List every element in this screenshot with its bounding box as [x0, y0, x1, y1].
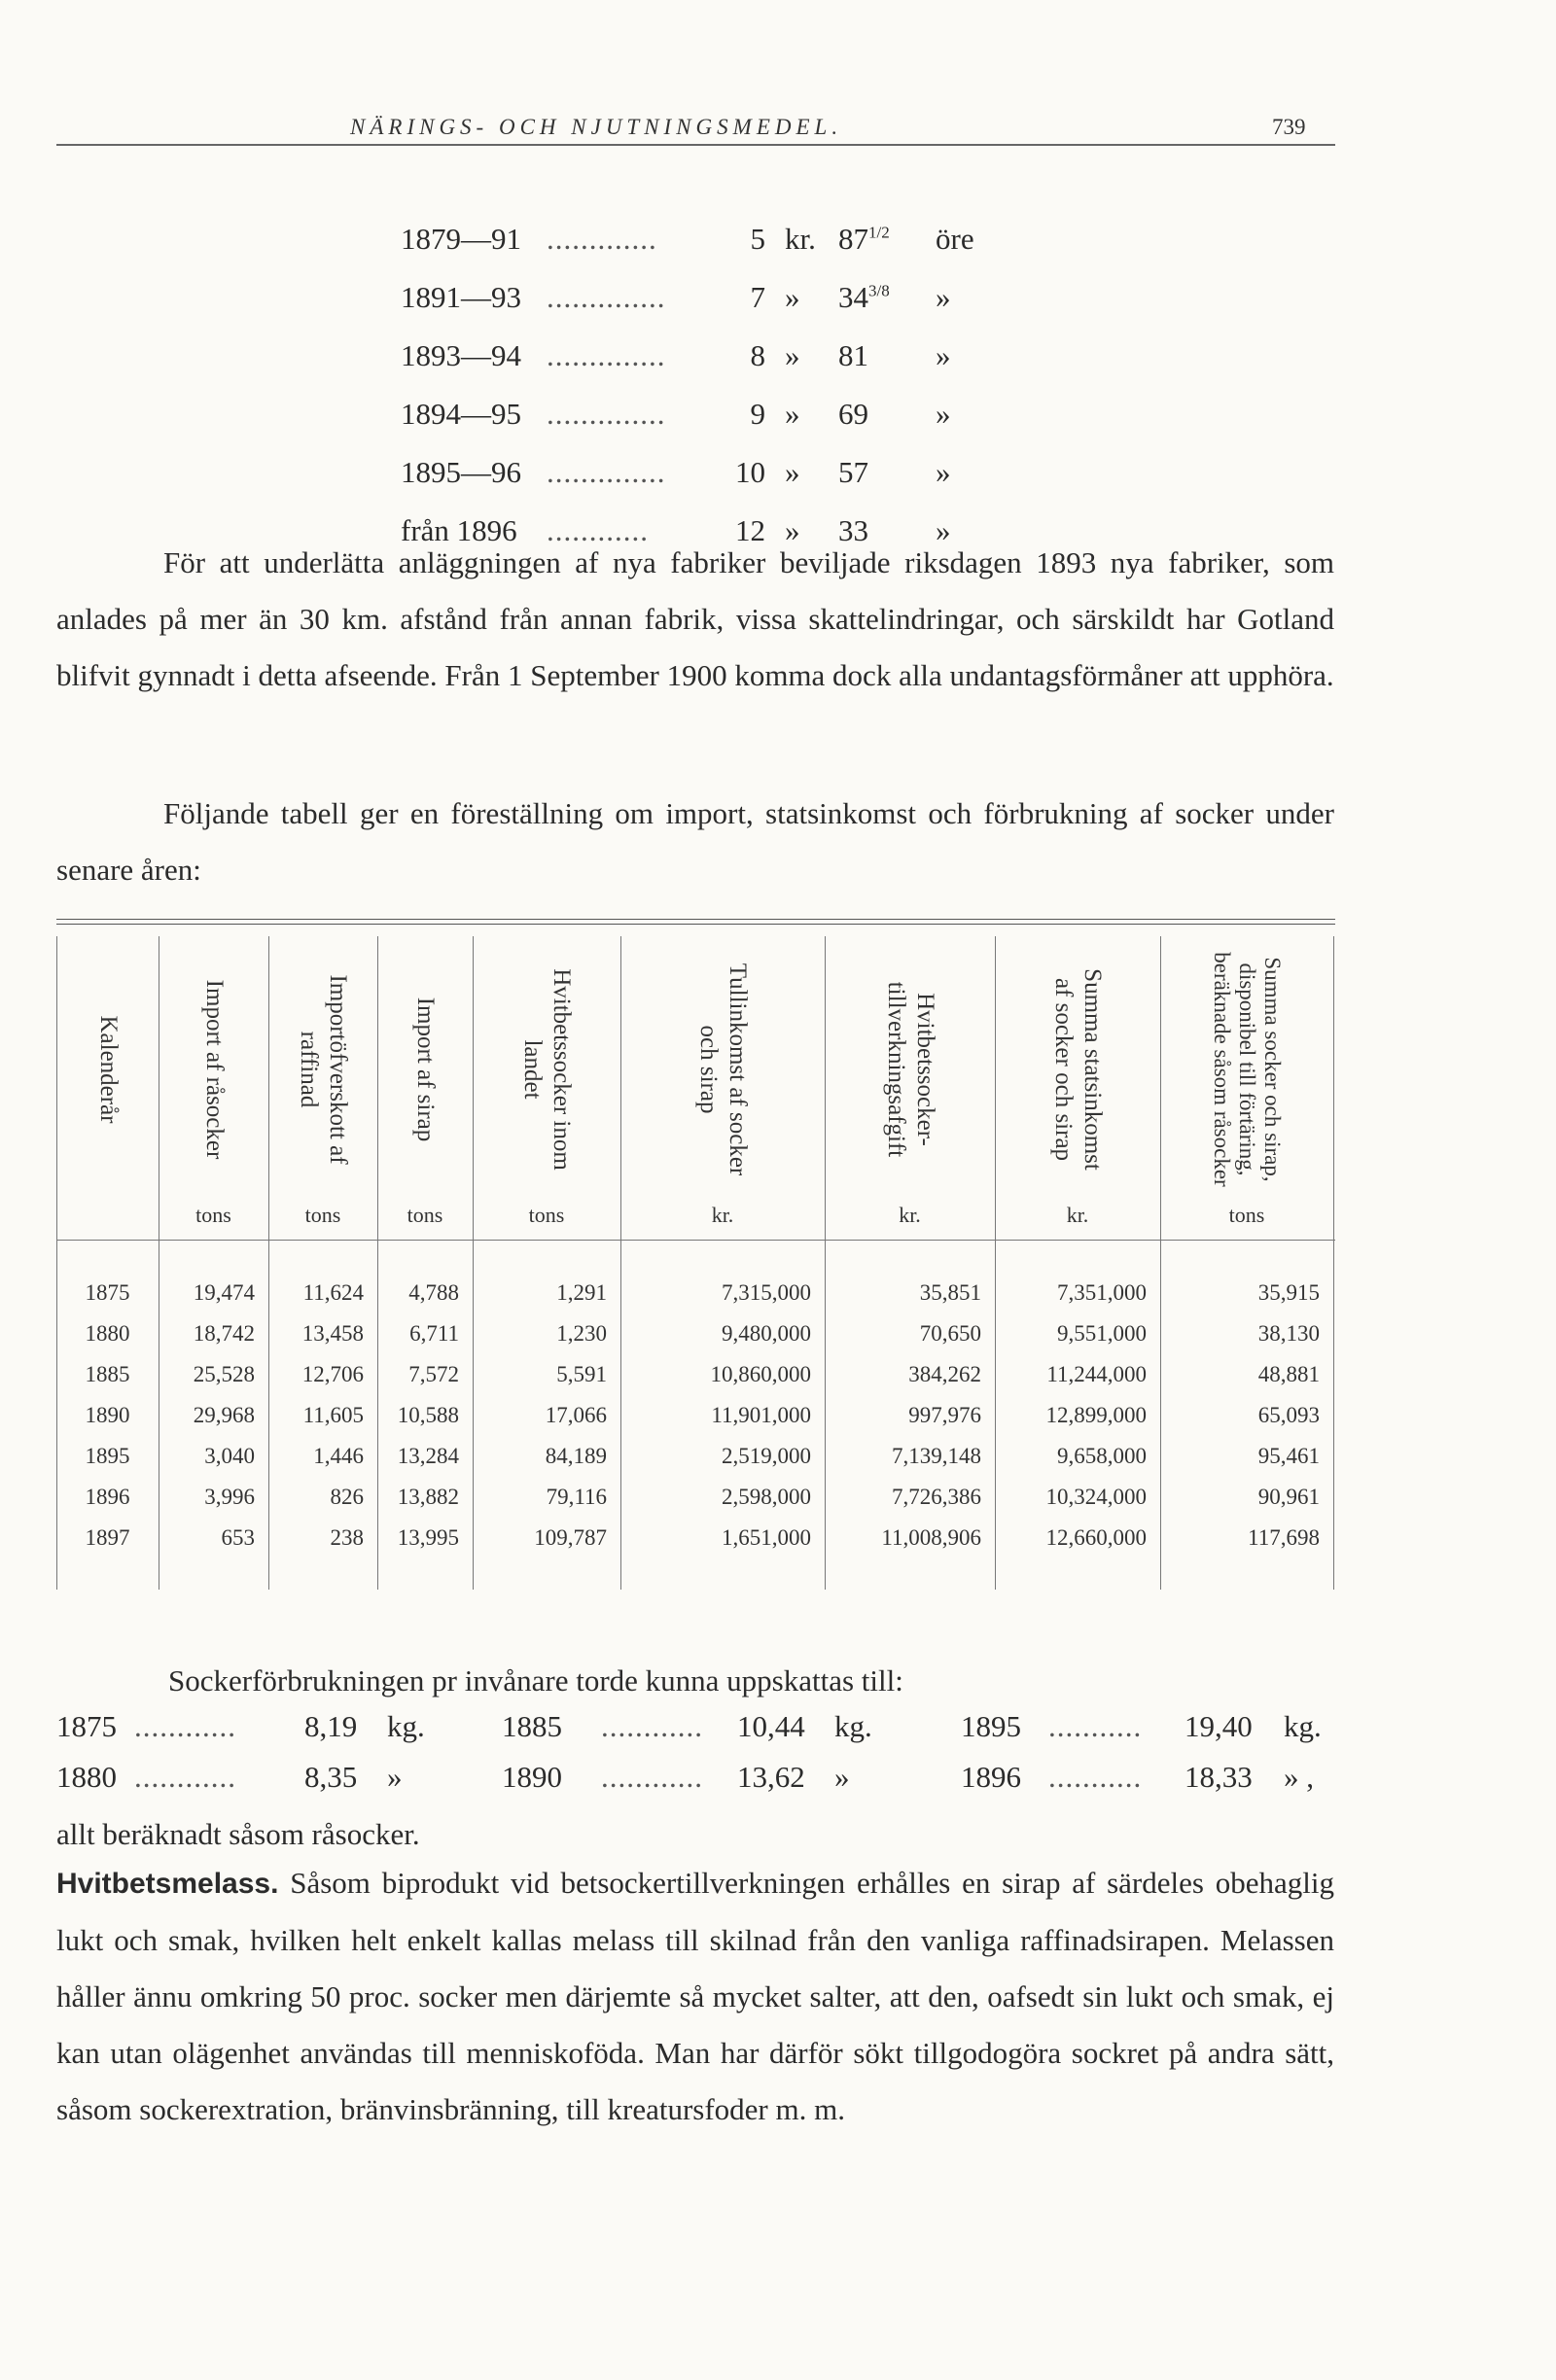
cell-year: 1896: [85, 1485, 130, 1509]
table-cell: 1,651,000: [722, 1525, 811, 1550]
table-cell: 35,851: [919, 1280, 981, 1305]
rate-years: 1893—94: [401, 338, 521, 372]
header-import-syrup: Import af sirap: [412, 997, 439, 1142]
cell-year: 1880: [85, 1321, 130, 1346]
table-row: [56, 1403, 1335, 1444]
table-cell: 109,787: [534, 1525, 607, 1550]
header-total-state-income: Summa statsinkomst af socker och sirap: [1050, 968, 1106, 1171]
table-cell: 70,650: [919, 1321, 981, 1346]
table-cell: 90,961: [1257, 1485, 1320, 1509]
rate-ore: $87^{1/2}$: [838, 222, 890, 256]
consumption-year: 1895: [961, 1709, 1021, 1743]
paragraph-subsidies: För att underlätta anläggningen af nya fabriker beviljade riksdagen 1893 nya fabriker, som anlades på mer än 30 km. afstånd från annan fabrik, vissa skattelindringar, och särskildt har Gotland blifvit gynnadt i detta afseende. Från 1 September 1900 komma dock alla undantagsförmåner att upphöra.: [56, 545, 1334, 692]
table-cell: 9,551,000: [1057, 1321, 1147, 1346]
header-import-raw-sugar: Import af råsocker: [200, 979, 228, 1160]
consumption-unit: »: [834, 1760, 850, 1794]
cell-year: 1875: [85, 1280, 130, 1305]
rate-suffix: öre: [936, 222, 974, 256]
leader-dots: .............: [547, 222, 657, 256]
paragraph-table-intro: Följande tabell ger en föreställning om import, statsinkomst och förbrukning af socker under senare åren:: [56, 796, 1334, 887]
unit-label: tons: [528, 1203, 565, 1227]
unit-label: kr.: [1066, 1203, 1089, 1227]
rate-unit: »: [785, 397, 800, 431]
consumption-value: 13,62: [737, 1760, 805, 1794]
table-row: [56, 1525, 1335, 1566]
cell-year: 1890: [85, 1403, 130, 1427]
consumption-intro: Sockerförbrukningen pr invånare torde kunna uppskattas till:: [168, 1663, 903, 1698]
table-cell: 117,698: [1248, 1525, 1320, 1550]
rate-years: från 1896: [401, 513, 517, 547]
leader-dots: ............: [547, 513, 649, 547]
consumption-unit: kg.: [387, 1709, 425, 1743]
header-customs-revenue: Tullinkomst af socker och sirap: [695, 962, 751, 1176]
table-row: [56, 1280, 1335, 1321]
unit-label: kr.: [711, 1203, 734, 1227]
table-cell: 13,995: [397, 1525, 459, 1550]
consumption-year: 1880: [56, 1760, 117, 1794]
leader-dots: ............: [134, 1760, 236, 1794]
table-cell: 84,189: [545, 1444, 607, 1468]
table-cell: 1,291: [556, 1280, 607, 1305]
consumption-note: allt beräknadt såsom råsocker.: [56, 1817, 420, 1851]
table-cell: 7,351,000: [1057, 1280, 1147, 1305]
table-cell: 12,899,000: [1045, 1403, 1147, 1427]
header-rule: [56, 1240, 1335, 1241]
table-cell: 653: [221, 1525, 255, 1550]
consumption-unit: kg.: [1284, 1709, 1322, 1743]
rate-ore-fraction: 1/2: [868, 223, 890, 242]
header-title: NÄRINGS- OCH NJUTNINGSMEDEL.: [350, 115, 843, 139]
table-cell: 7,726,386: [892, 1485, 981, 1509]
rate-kr: 12: [735, 513, 765, 547]
unit-label: tons: [1228, 1203, 1265, 1227]
rate-unit: »: [785, 455, 800, 489]
cell-year: 1897: [85, 1525, 130, 1550]
table-cell: 10,860,000: [710, 1362, 811, 1386]
consumption-unit: kg.: [834, 1709, 872, 1743]
consumption-value: 10,44: [737, 1709, 805, 1743]
table-cell: 13,882: [397, 1485, 459, 1509]
table-row: [56, 1321, 1335, 1362]
rate-unit: »: [785, 338, 800, 372]
table-cell: 2,598,000: [722, 1485, 811, 1509]
table-cell: 11,605: [302, 1403, 364, 1427]
leader-dots: ..............: [547, 280, 666, 314]
leader-dots: ...........: [1048, 1709, 1143, 1743]
table-cell: 997,976: [908, 1403, 981, 1427]
table-cell: 9,658,000: [1057, 1444, 1147, 1468]
page-number: 739: [1272, 115, 1306, 139]
table-cell: 10,324,000: [1045, 1485, 1147, 1509]
table-cell: 35,915: [1257, 1280, 1320, 1305]
table-cell: 3,996: [204, 1485, 255, 1509]
rate-ore: 69: [838, 397, 868, 431]
leader-dots: ..............: [547, 338, 666, 372]
table-cell: 11,008,906: [881, 1525, 981, 1550]
section-molasses: [56, 1855, 1334, 2138]
unit-label: tons: [195, 1203, 231, 1227]
table-cell: 65,093: [1257, 1403, 1320, 1427]
consumption-row: [56, 1709, 1334, 1758]
rate-years: 1894—95: [401, 397, 521, 431]
rate-kr: 9: [750, 397, 765, 431]
table-cell: 13,458: [301, 1321, 364, 1346]
rate-years: 1891—93: [401, 280, 521, 314]
table-cell: 38,130: [1257, 1321, 1320, 1346]
table-cell: 2,519,000: [722, 1444, 811, 1468]
leader-dots: ..............: [547, 455, 666, 489]
table-cell: 13,284: [397, 1444, 459, 1468]
table-cell: 826: [330, 1485, 364, 1509]
table-cell: 25,528: [193, 1362, 255, 1386]
table-cell: 18,742: [193, 1321, 255, 1346]
table-cell: 4,788: [408, 1280, 459, 1305]
consumption-year: 1885: [502, 1709, 562, 1743]
rate-ore-fraction: 3/8: [868, 281, 890, 300]
section-text: Såsom biprodukt vid betsockertillverkningen erhålles en sirap af särdeles obehaglig lukt och smak, hvilken helt enkelt kallas melass till skilnad från den vanliga raffinadsirapen. Melassen håller ännu omkring 50 proc. socker men därjemte så mycket salter, att den, oafsedt sin lukt och smak, ej kan utan olägenhet användas till menniskoföda. Man har därför sökt tillgodogöra sockret på andra sätt, såsom sockerextration, bränvinsbränning, till kreatursfoder m. m.: [56, 1866, 1334, 2126]
table-cell: 48,881: [1257, 1362, 1320, 1386]
table-cell: 3,040: [204, 1444, 255, 1468]
consumption-value: 18,33: [1185, 1760, 1253, 1794]
rate-unit: kr.: [785, 222, 816, 256]
table-cell: 12,706: [301, 1362, 364, 1386]
rate-suffix: »: [936, 338, 951, 372]
unit-label: kr.: [899, 1203, 921, 1227]
table-cell: 7,139,148: [892, 1444, 981, 1468]
table-cell: 1,230: [556, 1321, 607, 1346]
header-total-consumption: Summa socker och sirap, disponibel till förtäring, beräknade såsom råsocker: [1210, 952, 1285, 1187]
table-cell: 79,116: [546, 1485, 607, 1509]
cell-year: 1885: [85, 1362, 130, 1386]
consumption-unit: » ,: [1284, 1760, 1314, 1794]
table-cell: 6,711: [409, 1321, 459, 1346]
rate-kr: 10: [735, 455, 765, 489]
sugar-statistics-table: [56, 919, 1335, 1599]
table-cell: 7,315,000: [722, 1280, 811, 1305]
rate-ore: 33: [838, 513, 868, 547]
consumption-unit: »: [387, 1760, 403, 1794]
consumption-value: 8,19: [304, 1709, 358, 1743]
table-cell: 95,461: [1257, 1444, 1320, 1468]
leader-dots: ............: [601, 1709, 703, 1743]
table-cell: 238: [330, 1525, 364, 1550]
rate-suffix: »: [936, 455, 951, 489]
consumption-value: 8,35: [304, 1760, 358, 1794]
header-beet-sugar-excise: Hvitbetssocker-tillverkningsafgift: [882, 981, 938, 1158]
header-calendar-year: Kalenderår: [94, 1015, 122, 1124]
header-import-surplus-refined: Importöfverskott af raffinad: [296, 974, 351, 1165]
page-header: [0, 0, 1556, 146]
table-cell: 12,660,000: [1045, 1525, 1147, 1550]
leader-dots: ...........: [1048, 1760, 1143, 1794]
rate-suffix: »: [936, 280, 951, 314]
table-cell: 1,446: [313, 1444, 364, 1468]
leader-dots: ............: [601, 1760, 703, 1794]
table-cell: 17,066: [545, 1403, 607, 1427]
table-cell: 19,474: [193, 1280, 255, 1305]
rate-kr: 7: [750, 280, 765, 314]
consumption-year: 1896: [961, 1760, 1021, 1794]
table-cell: 384,262: [908, 1362, 981, 1386]
table-cell: 7,572: [408, 1362, 459, 1386]
cell-year: 1895: [85, 1444, 130, 1468]
unit-label: tons: [407, 1203, 443, 1227]
header-domestic-beet-sugar: Hvitbetssocker inom landet: [519, 968, 575, 1171]
rate-unit: »: [785, 280, 800, 314]
rate-suffix: »: [936, 513, 951, 547]
leader-dots: ..............: [547, 397, 666, 431]
rate-kr: 8: [750, 338, 765, 372]
consumption-value: 19,40: [1185, 1709, 1253, 1743]
table-row: [56, 1362, 1335, 1403]
rate-kr: 5: [750, 222, 765, 256]
header-rule: [56, 144, 1335, 146]
rate-unit: »: [785, 513, 800, 547]
rate-ore: $34^{3/8}$: [838, 280, 890, 314]
rate-years: 1895—96: [401, 455, 521, 489]
table-cell: 9,480,000: [722, 1321, 811, 1346]
table-row: [56, 1485, 1335, 1525]
consumption-row: [56, 1760, 1334, 1808]
table-cell: 11,244,000: [1046, 1362, 1147, 1386]
table-cell: 29,968: [193, 1403, 255, 1427]
table-cell: 5,591: [556, 1362, 607, 1386]
rate-ore: 81: [838, 338, 868, 372]
rate-suffix: »: [936, 397, 951, 431]
rate-ore: 57: [838, 455, 868, 489]
unit-label: tons: [304, 1203, 341, 1227]
table-cell: 11,901,000: [711, 1403, 811, 1427]
rate-years: 1879—91: [401, 222, 521, 256]
table-cell: 11,624: [302, 1280, 364, 1305]
leader-dots: ............: [134, 1709, 236, 1743]
table-row: [56, 1444, 1335, 1485]
table-cell: 10,588: [397, 1403, 459, 1427]
section-heading: Hvitbetsmelass.: [56, 1868, 279, 1900]
consumption-year: 1875: [56, 1709, 117, 1743]
consumption-year: 1890: [502, 1760, 562, 1794]
